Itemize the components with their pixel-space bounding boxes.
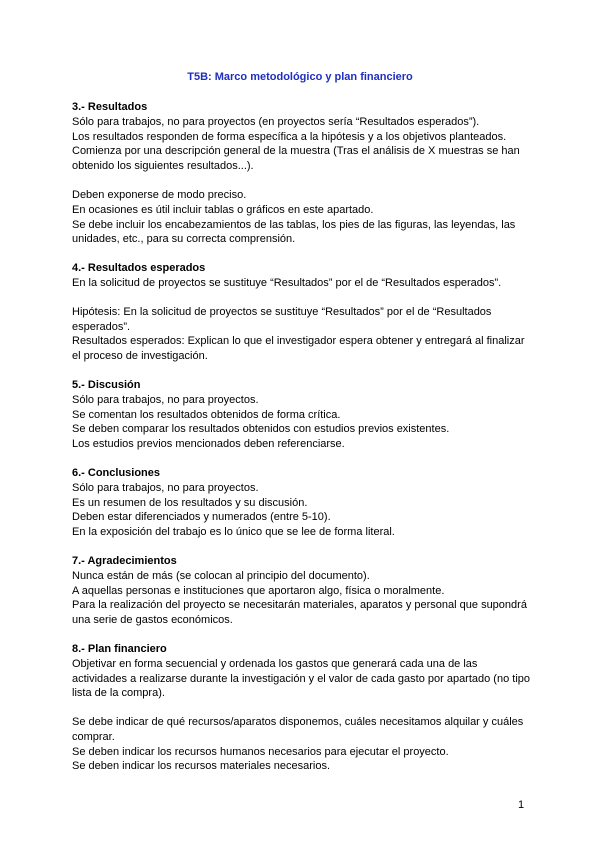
paragraph: [72, 657, 532, 701]
section-heading: 4.- Resultados esperados: [72, 262, 206, 275]
paragraph: [72, 115, 532, 174]
text-line: En ocasiones es útil incluir tablas o gráficos en este apartado.: [72, 203, 374, 216]
section-heading: 7.- Agradecimientos: [72, 554, 177, 567]
paragraph: [72, 715, 532, 774]
text-line: Deben exponerse de modo preciso.: [72, 188, 247, 201]
paragraph: [72, 569, 532, 628]
text-line: Se comentan los resultados obtenidos de forma crítica.: [72, 408, 341, 421]
section: [72, 261, 532, 364]
text-line: Se deben indicar los recursos materiales necesarios.: [72, 760, 331, 773]
text-line: Deben estar diferenciados y numerados (entre 5-10).: [72, 511, 331, 524]
text-line: Los resultados responden de forma específica a la hipótesis y a los objetivos planteados.: [72, 130, 507, 143]
text-line: Los estudios previos mencionados deben referenciarse.: [72, 438, 345, 451]
page-number: 1: [518, 799, 525, 811]
text-line: A aquellas personas e instituciones que aportaron algo, física o moralmente.: [72, 584, 445, 597]
text-line: Nunca están de más (se colocan al principio del documento).: [72, 569, 370, 582]
text-line: Sólo para trabajos, no para proyectos (en proyectos sería “Resultados esperados”).: [72, 115, 480, 128]
document-body: [72, 100, 532, 788]
text-line: Se debe indicar de qué recursos/aparatos disponemos, cuáles necesitamos alquilar y cuáles comprar.: [72, 716, 524, 743]
text-line: Hipótesis: En la solicitud de proyectos se sustituye “Resultados” por el de “Resultados esperados”.: [72, 305, 492, 333]
text-line: En la exposición del trabajo es lo único que se lee de forma literal.: [72, 526, 395, 539]
text-line: Sólo para trabajos, no para proyectos.: [72, 481, 259, 494]
text-line: Sólo para trabajos, no para proyectos.: [72, 393, 259, 406]
text-line: Es un resumen de los resultados y su discusión.: [72, 496, 308, 509]
section-heading: 3.- Resultados: [72, 101, 148, 113]
section-heading: 5.- Discusión: [72, 378, 141, 391]
section: [72, 642, 532, 774]
section: [72, 466, 532, 540]
section-heading: 8.- Plan financiero: [72, 642, 167, 655]
text-line: Resultados esperados: Explican lo que el investigador espera obtener y entregará al finalizar el proceso de investigación.: [72, 335, 525, 363]
text-line: Comienza por una descripción general de la muestra (Tras el análisis de X muestras se han obtenido los siguientes resultados...).: [72, 145, 520, 173]
text-line: Se debe incluir los encabezamientos de las tablas, los pies de las figuras, las leyendas, las unidades, etc., para su correcta comprensión.: [72, 218, 516, 246]
document-title: T5B: Marco metodológico y plan financiero: [187, 71, 413, 83]
section: [72, 554, 532, 628]
paragraph: [72, 188, 532, 247]
paragraph: [72, 305, 532, 364]
section-heading: 6.- Conclusiones: [72, 466, 161, 479]
text-line: Para la realización del proyecto se necesitarán materiales, aparatos y personal que supondrá una serie de gastos económicos.: [72, 599, 527, 627]
text-line: Objetivar en forma secuencial y ordenada los gastos que generará cada una de las actividades a realizarse durante la investigación y el valor de cada gasto por apartado (no tipo lista de la compra).: [72, 657, 530, 700]
section: [72, 100, 532, 247]
text-line: Se deben comparar los resultados obtenidos con estudios previos existentes.: [72, 423, 450, 436]
paragraph: [72, 481, 532, 540]
paragraph: [72, 276, 532, 291]
text-line: En la solicitud de proyectos se sustituye “Resultados” por el de “Resultados esperados”.: [72, 276, 502, 289]
text-line: Se deben indicar los recursos humanos necesarios para ejecutar el proyecto.: [72, 745, 449, 758]
section: [72, 378, 532, 452]
paragraph: [72, 393, 532, 452]
